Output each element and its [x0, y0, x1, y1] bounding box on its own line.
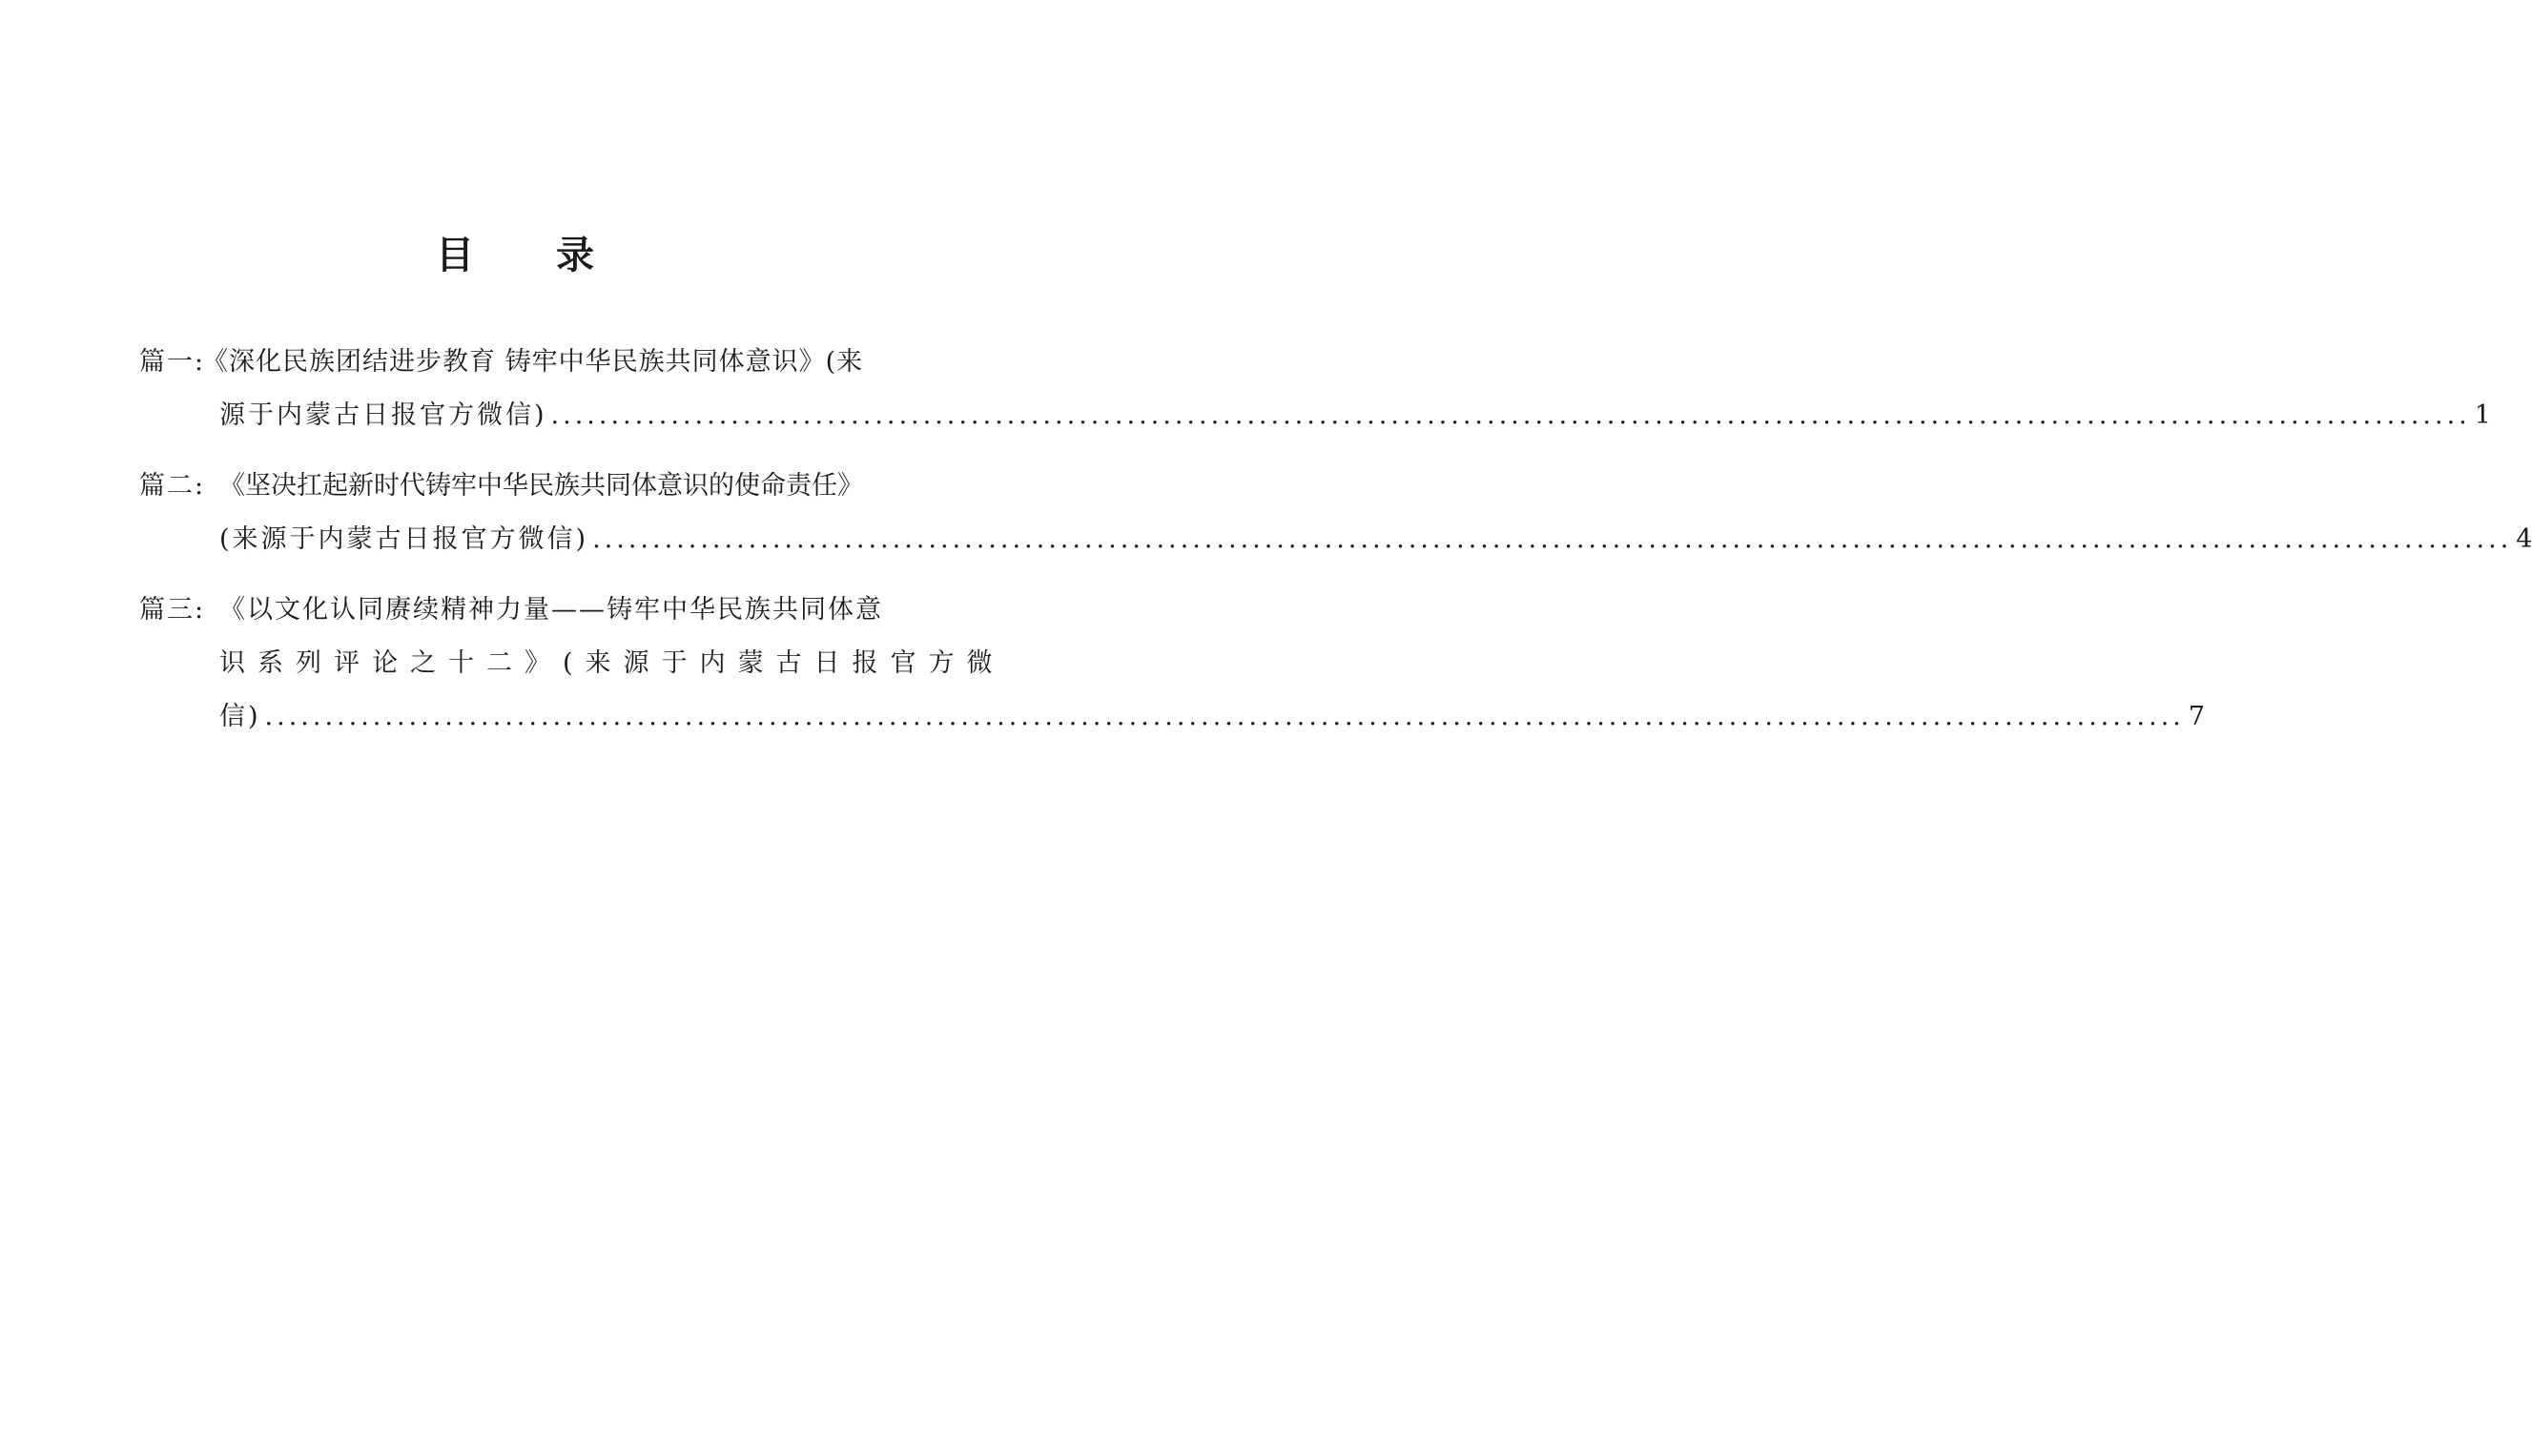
toc-entry-title-line: 《以文化认同赓续精神力量——铸牢中华民族共同体意: [219, 595, 883, 625]
toc-page-number: 7: [2188, 702, 2205, 731]
toc-entry-text: [219, 584, 2205, 744]
toc-entry-text: [219, 460, 2532, 566]
toc-entry-text: [202, 336, 2491, 442]
toc-entry-label: 篇二:: [139, 471, 206, 501]
toc-leader-dots: [265, 690, 2185, 744]
toc-entry-title-line: 识系列评论之十二》(来源于内蒙古日报官方微: [219, 648, 1005, 678]
toc-entry-3[interactable]: [139, 584, 2205, 746]
toc-entry-label: 篇三:: [139, 595, 206, 625]
toc-entry-leader-line: [219, 690, 2205, 744]
toc-entry-source: (来源于内蒙古日报官方微信): [219, 524, 589, 554]
toc-entry-source: 源于内蒙古日报官方微信): [219, 400, 547, 430]
table-of-contents: [139, 336, 2532, 746]
toc-entry-title-line: 《坚决扛起新时代铸牢中华民族共同体意识的使命责任》: [219, 471, 863, 501]
toc-entry-1[interactable]: [139, 336, 2491, 460]
toc-entry-leader-line: [219, 513, 2532, 566]
toc-page-number: 1: [2474, 400, 2491, 430]
toc-page-number: 4: [2516, 524, 2532, 554]
toc-entry-label: 篇一:: [139, 347, 206, 377]
toc-entry-title-line: 《深化民族团结进步教育 铸牢中华民族共同体意识》(来: [202, 347, 864, 377]
toc-entry-source: 信): [219, 702, 261, 731]
toc-entry-2[interactable]: [139, 460, 2532, 584]
toc-entry-leader-line: [219, 389, 2491, 442]
page-title: 目 录: [436, 234, 628, 277]
toc-leader-dots: [592, 513, 2512, 566]
toc-leader-dots: [551, 389, 2471, 442]
